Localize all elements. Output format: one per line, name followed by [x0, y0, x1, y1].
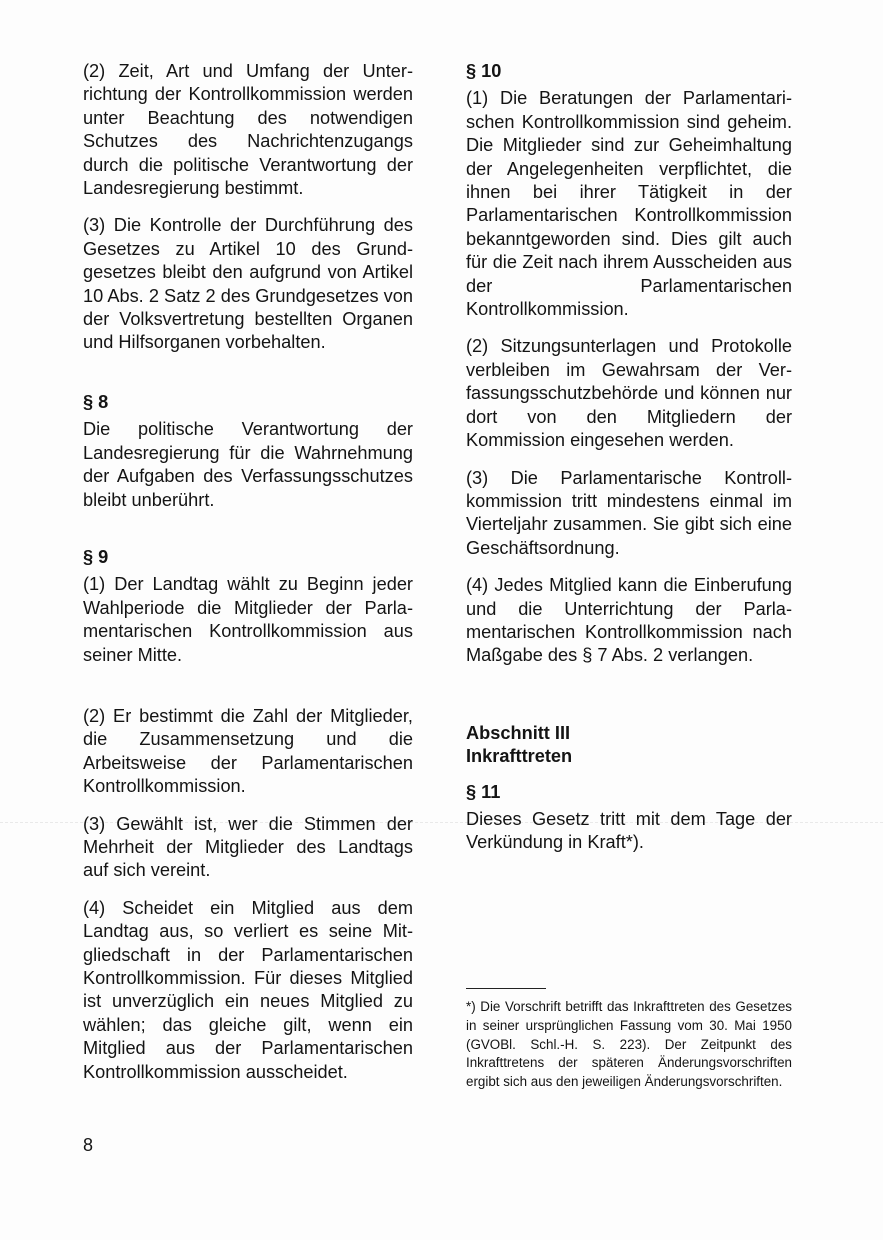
paragraph-7-2: (2) Zeit, Art und Umfang der Unterrichtung der Kontrollkommission werden unter Beachtung des notwendigen Schutzes des Nachrichtenzugangs durch die politische Verantwortung der Landesregierung bestimmt.	[83, 61, 413, 199]
section-9-paragraph-3: (3) Gewählt ist, wer die Stimmen der Mehrheit der Mitglieder des Landtags auf sich vereint.	[83, 813, 413, 881]
section-9-heading: § 9	[83, 546, 109, 567]
section-10-paragraph-3: (3) Die Parlamentarische Kontrollkommission tritt mindestens einmal im Vierteljahr zusammen. Sie gibt sich eine Geschäftsordnung.	[466, 467, 792, 558]
section-9-paragraph-4: (4) Scheidet ein Mitglied aus dem Landtag aus, so verliert es seine Mitgliedschaft in der Parlamentarischen Kontrollkommission. Für dieses Mitglied ist unverzüglich ein neues Mitglied zu wählen; das gleiche gilt, wenn ein Mitglied aus der Parlamentarischen Kontrollkommission ausscheidet.	[83, 897, 413, 1082]
section-10-paragraph-4: (4) Jedes Mitglied kann die Einberufung und die Unterrichtung der Parlamentarischen Kontrollkommission nach Maßgabe des § 7 Abs. 2 verlangen.	[466, 575, 792, 666]
page-number: 8	[83, 1135, 94, 1155]
paragraph-7-3: (3) Die Kontrolle der Durchführung des Gesetzes zu Artikel 10 des Grundgesetzes bleibt den aufgrund von Artikel 10 Abs. 2 Satz 2 des Grundgesetzes von der Volksvertretung bestellten Organen und Hilfsorganen vorbehalten.	[83, 215, 413, 353]
section-9-paragraph-1: (1) Der Landtag wählt zu Beginn jeder Wahlperiode die Mitglieder der Parlamentarischen Kontrollkommission aus seiner Mitte.	[83, 574, 413, 665]
abschnitt-subtitle: Inkrafttreten	[466, 746, 573, 767]
section-8-text: Die politische Verantwortung der Landesregierung für die Wahrnehmung der Aufgaben des Verfassungsschutzes bleibt unberührt.	[83, 419, 413, 510]
section-9-paragraph-2: (2) Er bestimmt die Zahl der Mitglieder, die Zusammensetzung und die Arbeitsweise der Parlamentarischen Kontrollkommission.	[83, 705, 413, 797]
abschnitt-title: Abschnitt III	[466, 722, 571, 743]
section-8-heading: § 8	[83, 391, 109, 412]
section-11-heading: § 11	[466, 781, 501, 802]
section-11-text: Dieses Gesetz tritt mit dem Tage der Verkündung in Kraft*).	[466, 808, 792, 853]
footnote: *) Die Vorschrift betrifft das Inkrafttreten des Gesetzes in seiner ursprünglichen Fassung vom 30. Mai 1950 (GVOBl. Schl.-H. S. 223). Der Zeitpunkt des Inkrafttretens der späteren Änderungsvorschriften ergibt sich aus den jeweiligen Änderungsvorschriften.	[466, 999, 792, 1090]
section-10-heading: § 10	[466, 61, 502, 81]
footnote-divider	[466, 988, 546, 989]
section-10-paragraph-2: (2) Sitzungsunterlagen und Protokolle verbleiben im Gewahrsam der Verfassungsschutzbehörde und können nur dort von den Mitgliedern der Kommission eingesehen werden.	[466, 336, 792, 451]
section-10-paragraph-1: (1) Die Beratungen der Parlamentarischen Kontrollkommission sind geheim. Die Mitglieder sind zur Geheimhaltung der Angelegenheiten verpflichtet, die ihnen bei ihrer Tätigkeit in der Parlamentarischen Kontrollkommission bekanntgeworden sind. Dies gilt auch für die Zeit nach ihrem Ausscheiden aus der Parlamentarischen Kontrollkommission.	[466, 88, 792, 320]
right-column	[466, 60, 792, 869]
left-column	[83, 60, 413, 1098]
